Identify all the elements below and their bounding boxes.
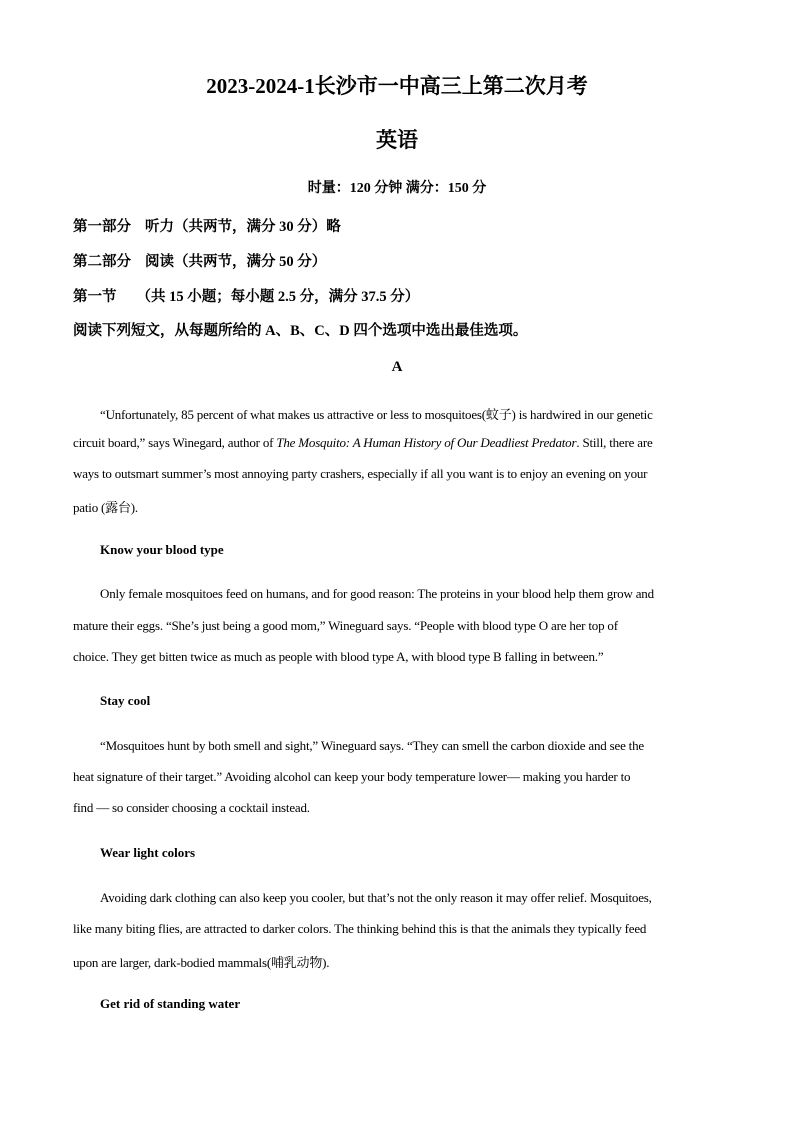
- paragraph-line: ways to outsmart summer’s most annoying party crashers, especially if all you want is to enjoy an evening on your: [73, 466, 648, 481]
- subheading-stay-cool: Stay cool: [100, 693, 151, 708]
- paragraph-line: mature their eggs. “She’s just being a good mom,” Wineguard says. “People with blood type O are her top of: [73, 618, 618, 633]
- paragraph-line: [73, 435, 653, 451]
- text-span: circuit board,” says Winegard, author of: [73, 435, 277, 450]
- instruction-text: 阅读下列短文，从每题所给的 A、B、C、D 四个选项中选出最佳选项。: [73, 323, 528, 339]
- part1-text: 听力（共两节，满分 30 分）略: [145, 219, 341, 235]
- part2-text: 阅读（共两节，满分 50 分）: [145, 254, 327, 270]
- subheading-standing-water: Get rid of standing water: [100, 996, 241, 1011]
- subheading-blood-type: Know your blood type: [100, 542, 224, 557]
- section1-text: （共 15 小题；每小题 2.5 分，满分 37.5 分）: [136, 289, 420, 305]
- paragraph-line: heat signature of their target.” Avoiding alcohol can keep your body temperature lower— making you harder to: [73, 769, 631, 784]
- passage-letter: A: [391, 359, 403, 375]
- book-title: The Mosquito: A Human History of Our Deadliest Predator: [276, 435, 577, 450]
- paragraph-line: upon are larger, dark-bodied mammals(哺乳动物).: [73, 955, 330, 970]
- document-title: 2023-2024-1长沙市一中高三上第二次月考: [206, 74, 588, 98]
- paragraph-line: patio (露台).: [73, 500, 138, 515]
- paragraph-line: like many biting flies, are attracted to darker colors. The thinking behind this is that the animals they typically feed: [73, 921, 647, 936]
- paragraph-line: Avoiding dark clothing can also keep you cooler, but that’s not the only reason it may offer relief. Mosquitoes,: [100, 890, 652, 905]
- time-info: 时量：120 分钟 满分：150 分: [307, 181, 487, 196]
- paragraph-line: “Unfortunately, 85 percent of what makes us attractive or less to mosquitoes(蚊子) is hardwired in our genetic: [100, 407, 653, 422]
- paragraph-line: Only female mosquitoes feed on humans, and for good reason: The proteins in your blood help them grow and: [100, 586, 654, 601]
- paragraph-line: choice. They get bitten twice as much as people with blood type A, with blood type B falling in between.”: [73, 649, 604, 664]
- part1-label: 第一部分: [73, 219, 131, 235]
- section1-heading: [73, 285, 419, 306]
- subheading-light-colors: Wear light colors: [100, 845, 196, 860]
- subject-title: 英语: [376, 128, 418, 152]
- section1-label: 第一节: [73, 289, 117, 305]
- part2-heading: [73, 250, 326, 271]
- paragraph-line: “Mosquitoes hunt by both smell and sight,” Wineguard says. “They can smell the carbon dioxide and see the: [100, 738, 644, 753]
- paragraph-line: find — so consider choosing a cocktail instead.: [73, 800, 310, 815]
- text-span: . Still, there are: [576, 435, 653, 450]
- part2-label: 第二部分: [73, 254, 131, 270]
- part1-heading: [73, 215, 341, 236]
